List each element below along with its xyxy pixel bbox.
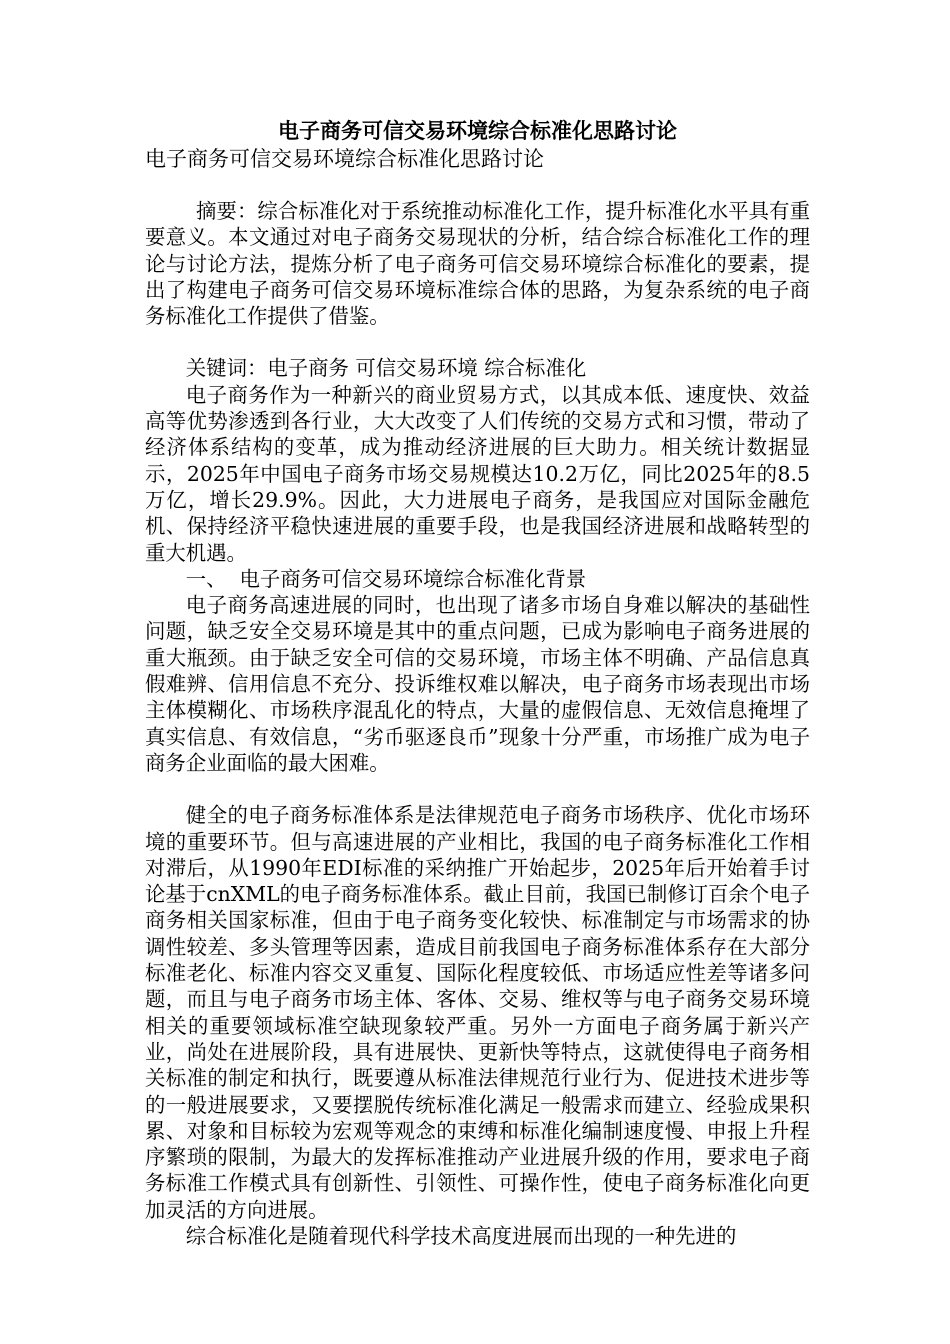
blank-line	[145, 172, 810, 198]
body-paragraph-3: 健全的电子商务标准体系是法律规范电子商务市场秩序、优化市场环境的重要环节。但与高速进展的产业相比，我国的电子商务标准化工作相对滞后，从1990年EDI标准的采纳推广开始起步，2025年后开始着手讨论基于cnXML的电子商务标准体系。截止目前，我国已制修订百余个电子商务相关国家标准，但由于电子商务变化较快、标准制定与市场需求的协调性较差、多头管理等因素，造成目前我国电子商务标准体系存在大部分标准老化、标准内容交叉重复、国际化程度较低、市场适应性差等诸多问题，而且与电子商务市场主体、客体、交易、维权等与电子商务交易环境相关的重要领域标准空缺现象较严重。另外一方面电子商务属于新兴产业，尚处在进展阶段，具有进展快、更新快等特点，这就使得电子商务相关标准的制定和执行，既要遵从标准法律规范行业行为、促进技术进步等的一般进展要求，又要摆脱传统标准化满足一般需求而建立、经验成果积累、对象和目标较为宏观等观念的束缚和标准化编制速度慢、申报上升程序繁琐的限制，为最大的发挥标准推动产业进展升级的作用，要求电子商务标准工作模式具有创新性、引领性、可操作性，使电子商务标准化向更加灵活的方向进展。	[145, 803, 810, 1222]
keywords-line: 关键词：电子商务 可信交易环境 综合标准化	[185, 356, 587, 381]
body-paragraph-1: 电子商务作为一种新兴的商业贸易方式，以其成本低、速度快、效益高等优势渗透到各行业，大大改变了人们传统的交易方式和习惯，带动了经济体系结构的变革，成为推动经济进展的巨大助力。相关统计数据显示，2025年中国电子商务市场交易规模达10.2万亿，同比2025年的8.5万亿，增长29.9%。因此，大力进展电子商务，是我国应对国际金融危机、保持经济平稳快速进展的重要手段，也是我国经济进展和战略转型的重大机遇。	[145, 382, 810, 565]
section-number: 一、	[185, 566, 227, 591]
blank-line	[145, 329, 810, 355]
section-title: 电子商务可信交易环境综合标准化背景	[239, 566, 587, 591]
section-heading-1	[145, 566, 810, 592]
body-paragraph-2: 电子商务高速进展的同时，也出现了诸多市场自身难以解决的基础性问题，缺乏安全交易环境是其中的重点问题，已成为影响电子商务进展的重大瓶颈。由于缺乏安全可信的交易环境，市场主体不明确、产品信息真假难辨、信用信息不充分、投诉维权难以解决，电子商务市场表现出市场主体模糊化、市场秩序混乱化的特点，大量的虚假信息、无效信息掩埋了真实信息、有效信息，“劣币驱逐良币”现象十分严重，市场推广成为电子商务企业面临的最大困难。	[145, 593, 810, 775]
section-gap	[227, 567, 240, 591]
blank-line	[145, 776, 810, 802]
document-subtitle: 电子商务可信交易环境综合标准化思路讨论	[145, 147, 544, 171]
document-page	[145, 118, 810, 1249]
document-title: 电子商务可信交易环境综合标准化思路讨论	[278, 118, 677, 143]
abstract-paragraph: 摘要：综合标准化对于系统推动标准化工作，提升标准化水平具有重要意义。本文通过对电子商务交易现状的分析，结合综合标准化工作的理论与讨论方法，提炼分析了电子商务可信交易环境综合标准化的要素，提出了构建电子商务可信交易环境标准综合体的思路，为复杂系统的电子商务标准化工作提供了借鉴。	[145, 199, 810, 329]
body-paragraph-4: 综合标准化是随着现代科学技术高度进展而出现的一种先进的	[185, 1223, 737, 1248]
